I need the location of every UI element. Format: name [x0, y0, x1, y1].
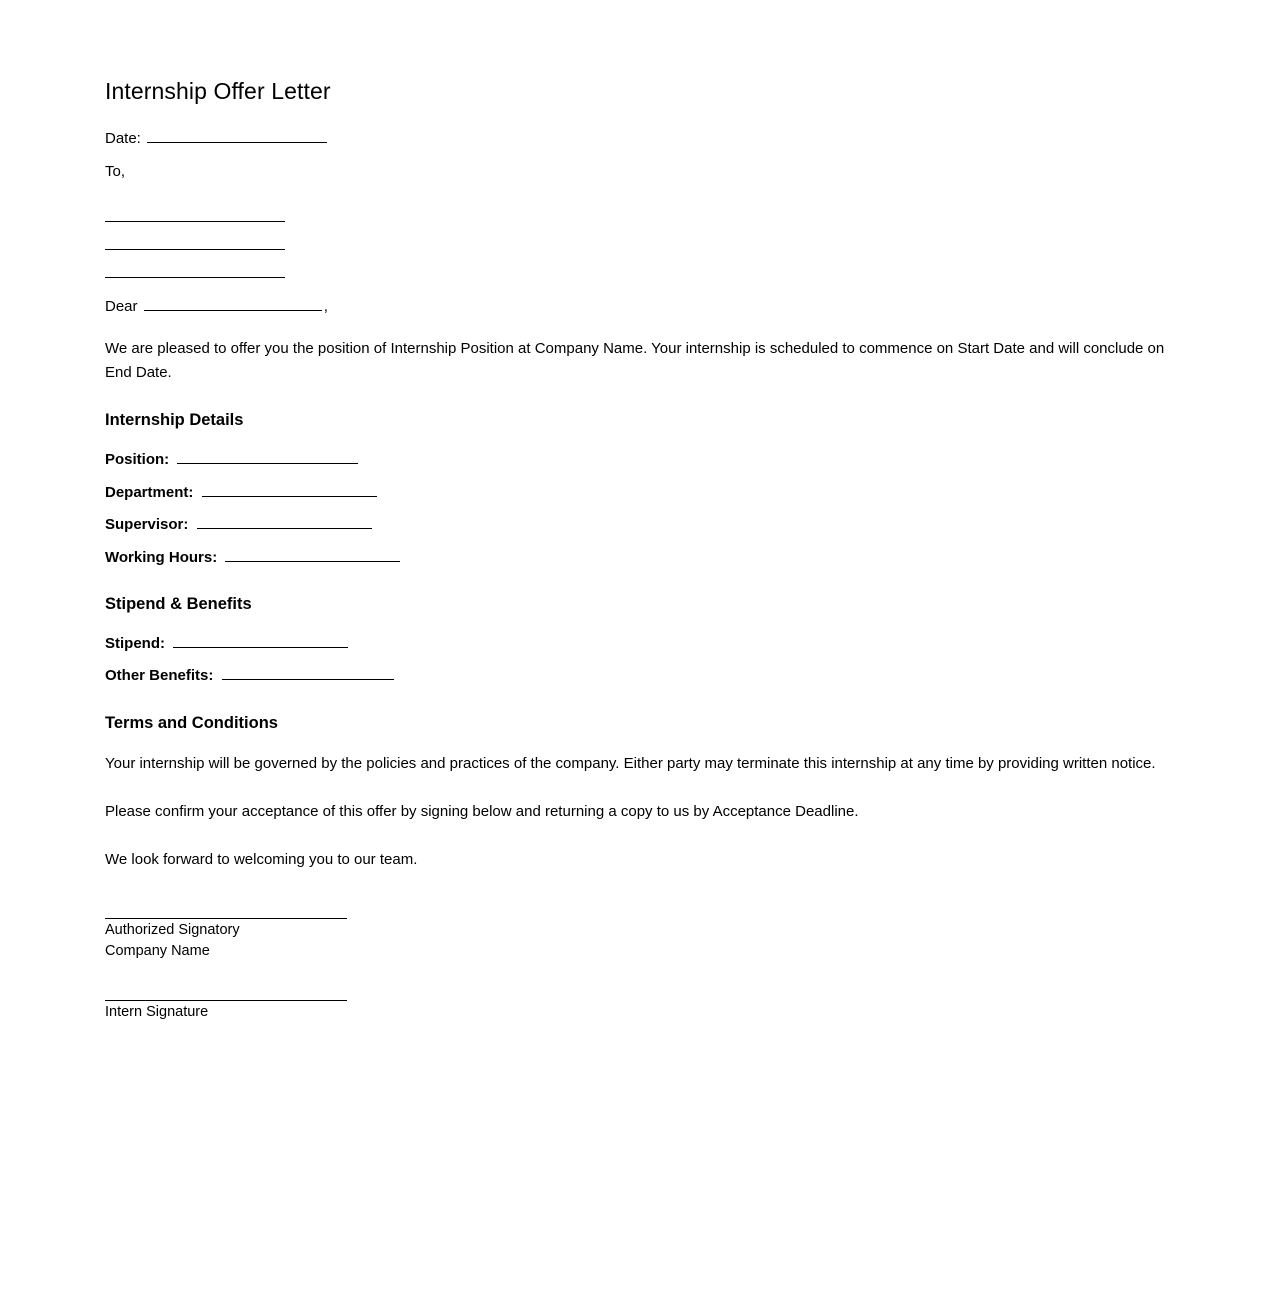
terms-paragraph-1: Your internship will be governed by the policies and practices of the company. Either party may terminate this internship at any time by providing written notice.	[105, 754, 1156, 772]
stipend-blank-field[interactable]	[173, 633, 348, 648]
field-label-department: Department:	[105, 483, 194, 501]
position-blank-field[interactable]	[177, 449, 358, 464]
address-blank-line-2[interactable]	[105, 222, 285, 250]
section-heading-stipend-benefits: Stipend & Benefits	[105, 595, 252, 614]
other-benefits-blank-field[interactable]	[222, 665, 394, 680]
signature-label-intern: Intern Signature	[105, 1004, 209, 1021]
signature-block-authorized	[105, 918, 1173, 961]
field-stipend	[105, 633, 1173, 656]
section-heading-internship-details: Internship Details	[105, 411, 244, 430]
recipient-name-blank-field[interactable]	[144, 296, 322, 311]
to-label: To,	[105, 163, 126, 181]
signature-label-authorized: Authorized Signatory	[105, 921, 240, 938]
field-label-position: Position:	[105, 451, 170, 469]
field-position	[105, 449, 1173, 472]
address-blank-line-3[interactable]	[105, 250, 285, 278]
signature-line-authorized[interactable]	[105, 918, 347, 919]
field-label-supervisor: Supervisor:	[105, 516, 189, 534]
field-department	[105, 482, 1173, 505]
terms-paragraph-2: Please confirm your acceptance of this offer by signing below and returning a copy to us by Acceptance Deadline.	[105, 802, 859, 820]
department-blank-field[interactable]	[202, 482, 377, 497]
address-block	[105, 194, 1173, 278]
working-hours-blank-field[interactable]	[225, 547, 400, 562]
date-blank-field[interactable]	[147, 128, 327, 143]
field-working-hours	[105, 547, 1173, 570]
dear-label: Dear	[105, 298, 138, 316]
date-row	[105, 128, 1173, 150]
field-label-stipend: Stipend:	[105, 634, 165, 652]
salutation-row	[105, 296, 1173, 315]
terms-paragraph-3: We look forward to welcoming you to our team.	[105, 850, 418, 868]
field-other-benefits	[105, 665, 1173, 688]
section-heading-terms-and-conditions: Terms and Conditions	[105, 713, 278, 732]
page-title: Internship Offer Letter	[105, 78, 331, 104]
signature-company-name: Company Name	[105, 942, 210, 959]
intro-paragraph: We are pleased to offer you the position of Internship Position at Company Name. Your internship is scheduled to commence on Start Date and will conclude on End Date.	[105, 340, 1165, 382]
address-blank-line-1[interactable]	[105, 194, 285, 222]
signature-line-intern[interactable]	[105, 1000, 347, 1001]
supervisor-blank-field[interactable]	[197, 514, 372, 529]
field-label-working-hours: Working Hours:	[105, 548, 218, 566]
field-supervisor	[105, 514, 1173, 537]
signature-spacer	[105, 960, 1173, 1000]
field-label-other-benefits: Other Benefits:	[105, 667, 214, 685]
dear-comma: ,	[323, 298, 328, 316]
signature-block-intern	[105, 1000, 1173, 1022]
date-label: Date:	[105, 129, 141, 147]
